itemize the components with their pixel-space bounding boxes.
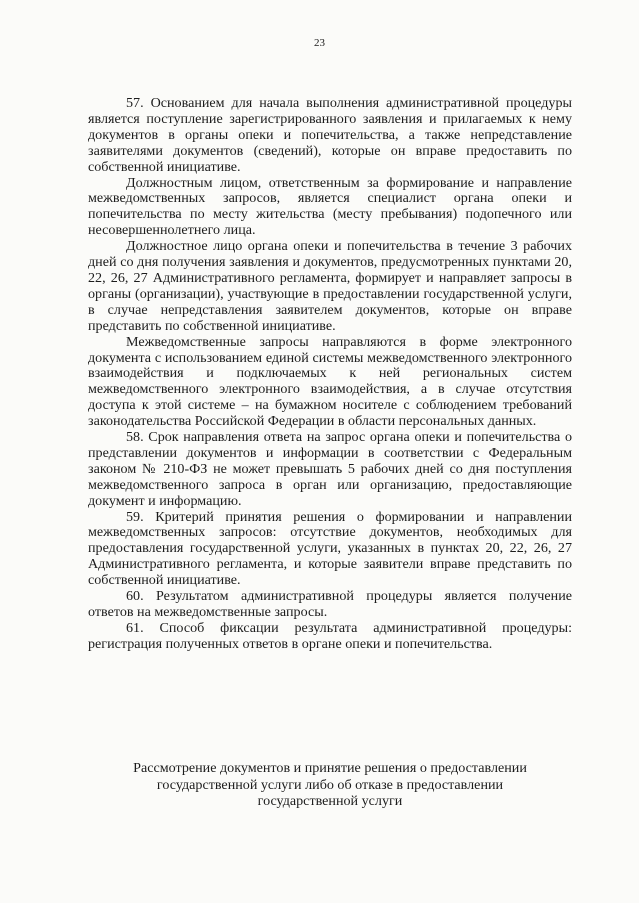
paragraph-responsible-official: Должностным лицом, ответственным за формирование и направление межведомственных запросов, является специалист органа опеки и попечительства по месту жительства (месту пребывания) подопечного или несовершеннолетнего лица. <box>88 174 572 239</box>
paragraph-60: 60. Результатом административной процедуры является получение ответов на межведомственные запросы. <box>88 588 572 620</box>
heading-line: государственной услуги либо об отказе в предоставлении <box>156 776 504 793</box>
heading-line: Рассмотрение документов и принятие решения о предоставлении <box>133 760 527 776</box>
paragraph-61: 61. Способ фиксации результата административной процедуры: регистрация полученных ответов в органе опеки и попечительства. <box>88 619 572 652</box>
paragraph-electronic-requests: Межведомственные запросы направляются в форме электронного документа с использованием единой системы межведомственного электронного взаимодействия и подключаемых к ней региональных систем межведомственного электронного взаимодействия, а в случае отсутствия доступа к этой системе – на бумажном носителе с соблюдением требований законодательства Российской Федерации в области персональных данных. <box>88 333 572 430</box>
section-heading <box>88 760 572 810</box>
paragraph-57: 57. Основанием для начала выполнения административной процедуры является поступление зарегистрированного заявления и прилагаемых к нему документов в органы опеки и попечительства, а также непредставление заявителями документов (сведений), которые он вправе предоставить по собственной инициативе. <box>88 95 572 175</box>
page-number: 23 <box>314 37 325 49</box>
body-text <box>88 96 572 653</box>
paragraph-request-deadline: Должностное лицо органа опеки и попечительства в течение 3 рабочих дней со дня получения заявления и документов, предусмотренных пунктами 20, 22, 26, 27 Административного регламента, формирует и направляет запросы в органы (организации), участвующие в предоставлении государственной услуги, в случае непредставления заявителем документов, которые он вправе представить по собственной инициативе. <box>88 238 572 334</box>
heading-line: государственной услуги <box>257 793 403 809</box>
paragraph-59: 59. Критерий принятия решения о формировании и направлении межведомственных запросов: отсутствие документов, необходимых для предоставления государственной услуги, указанных в пунктах 20, 22, 26, 27 Административного регламента, и которые заявители вправе представить по собственной инициативе. <box>88 508 572 589</box>
paragraph-58: 58. Срок направления ответа на запрос органа опеки и попечительства о представлении документов и информации в соответствии с Федеральным законом № 210-ФЗ не может превышать 5 рабочих дней со дня поступления межведомственного запроса в орган или организацию, предоставляющие документ и информацию. <box>88 429 572 509</box>
